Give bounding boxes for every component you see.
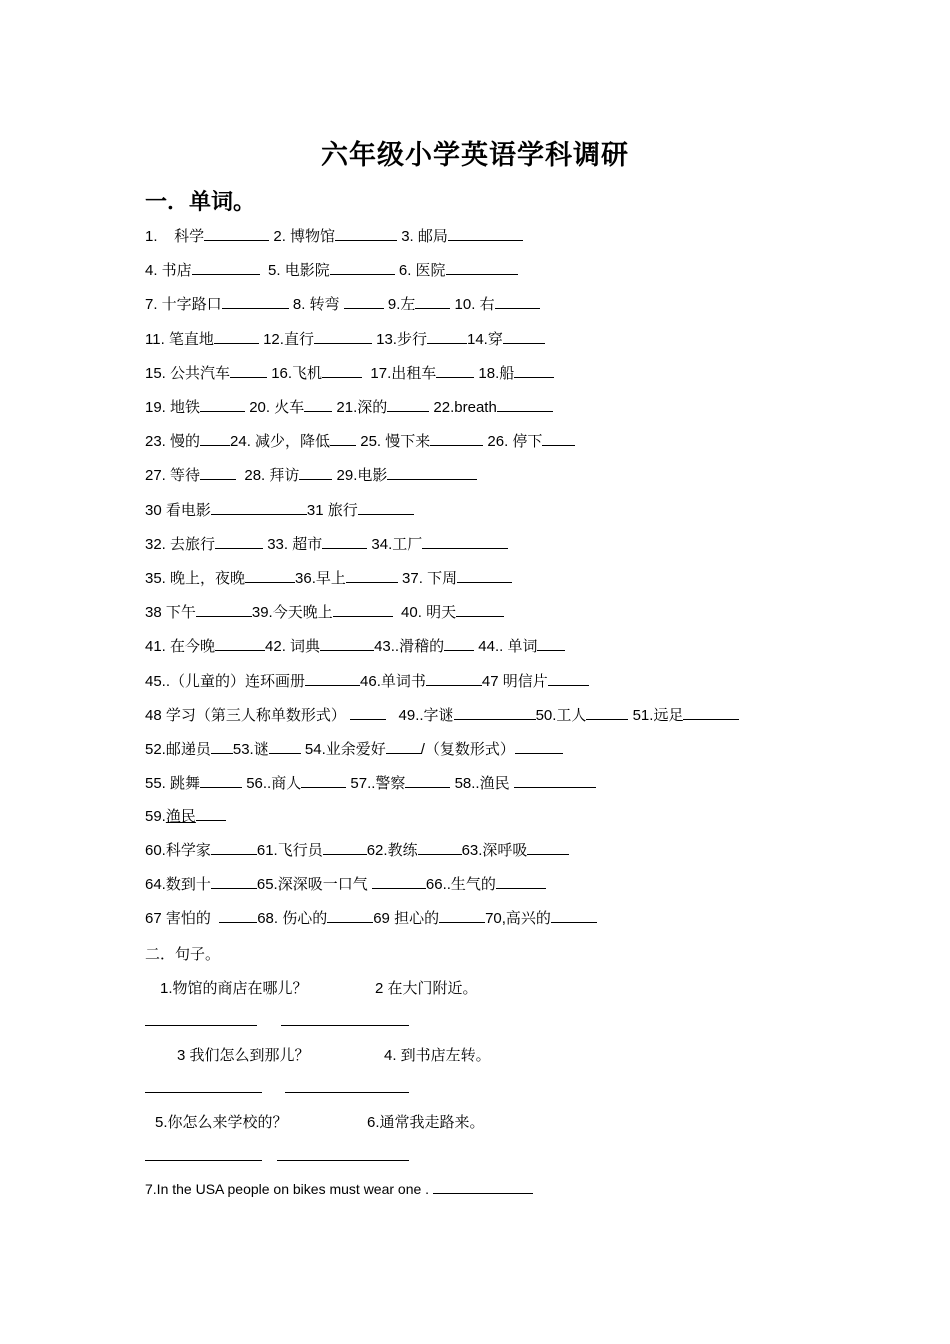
vocab-item: 63.深呼吸 [461,842,528,859]
vocab-item: 32. 去旅行 [145,536,216,553]
vocab-item: 10. 右 [450,296,495,313]
sentence-4: 4. 到书店左转。 [384,1047,491,1064]
answer-blank[interactable] [211,874,257,889]
vocab-item: 58..渔民 [450,775,514,792]
vocab-item: 50.工人 [535,707,587,724]
answer-blank[interactable] [427,329,467,344]
answer-blank[interactable] [200,773,242,788]
vocab-row [145,840,569,861]
vocab-item: 28. 拜访 [236,467,300,484]
vocab-row [145,602,504,623]
vocab-item: 37. 下周 [397,570,458,587]
vocab-item: 16.飞机 [267,365,323,382]
vocab-item: 23. 慢的 [145,433,201,450]
vocab-item: 44.. 单词 [474,638,538,655]
answer-line-1[interactable] [145,1025,257,1026]
answer-blank[interactable] [439,908,485,923]
answer-line-3[interactable] [145,1092,262,1093]
vocab-item: 45..（儿童的）连环画册 [145,673,306,690]
vocab-item: 46.单词书 [360,673,426,690]
answer-blank[interactable] [537,636,565,651]
answer-line-5[interactable] [145,1160,262,1161]
vocab-item: 55. 跳舞 [145,775,201,792]
vocab-item: 33. 超市 [263,536,323,553]
vocab-row-59 [145,806,226,827]
answer-blank[interactable] [415,294,450,309]
answer-blank[interactable] [245,568,295,583]
answer-line-2[interactable] [281,1025,409,1026]
answer-blank[interactable] [514,363,554,378]
vocab-item: 56..商人 [242,775,302,792]
vocab-item: 69 担心的 [373,910,440,927]
vocab-item: 64.数到十 [145,876,211,893]
answer-blank[interactable] [418,840,462,855]
vocab-item: 2. 博物馆 [269,228,336,245]
answer-blank[interactable] [214,329,259,344]
answer-blank[interactable] [305,671,360,686]
vocab-row [145,226,523,247]
vocab-row [145,534,508,555]
answer-blank[interactable] [433,1179,533,1194]
answer-blank[interactable] [346,568,398,583]
vocab-item: 14.穿 [466,331,503,348]
section-2-heading: 二．句子。 [145,946,221,963]
vocab-item: 53.谜 [232,741,269,758]
answer-blank[interactable] [454,705,536,720]
answer-blank[interactable] [269,739,301,754]
vocab-item: 30 看电影 [145,502,211,519]
answer-blank[interactable] [304,397,332,412]
vocab-row [145,363,554,384]
vocab-item: 65.深深吸一口气 [256,876,372,893]
vocab-row [145,671,589,692]
sentence-6: 6.通常我走路来。 [367,1114,485,1131]
answer-blank[interactable] [448,226,523,241]
answer-blank[interactable] [514,773,596,788]
vocab-word-underlined: 渔民 [165,808,196,825]
vocab-item: 39.今天晚上 [251,604,333,621]
answer-blank[interactable] [301,773,346,788]
vocab-item: 54.业余爱好 [300,741,386,758]
vocab-row [145,874,546,895]
answer-blank[interactable] [683,705,739,720]
vocab-row [145,397,553,418]
vocab-item: 43..滑稽的 [374,638,445,655]
answer-blank[interactable] [495,294,540,309]
sentence-5: 5.你怎么来学校的？ [155,1114,288,1131]
answer-blank[interactable] [527,840,569,855]
answer-blank[interactable] [320,636,374,651]
answer-line-6[interactable] [277,1160,409,1161]
vocab-item: 13.步行 [371,331,427,348]
sentence-3: 3 我们怎么到那儿？ [177,1047,310,1064]
answer-blank[interactable] [211,840,257,855]
sentence-7 [145,1179,533,1197]
answer-blank[interactable] [358,500,414,515]
vocab-item: 26. 停下 [483,433,543,450]
vocab-item: 48 学习（第三人称单数形式） [145,707,351,724]
vocab-row [145,465,477,486]
vocab-row [145,431,575,452]
answer-blank[interactable] [219,908,257,923]
answer-blank[interactable] [344,294,384,309]
answer-blank[interactable] [192,260,260,275]
answer-blank[interactable] [322,534,367,549]
vocab-item: 1. 科学 [145,228,205,245]
answer-blank[interactable] [299,465,332,480]
vocab-item: 25. 慢下来 [356,433,431,450]
vocab-number: 59. [145,808,166,825]
vocab-row [145,329,545,350]
answer-blank[interactable] [542,431,575,446]
answer-blank[interactable] [586,705,628,720]
answer-blank[interactable] [230,363,267,378]
answer-blank[interactable] [333,602,393,617]
vocab-item: 38 下午 [145,604,196,621]
vocab-item: 11. 笔直地 [145,331,214,348]
answer-blank[interactable] [335,226,397,241]
vocab-row [145,636,565,657]
answer-blank[interactable] [372,874,426,889]
answer-blank[interactable] [430,431,483,446]
answer-blank[interactable] [200,397,245,412]
page-title: 六年级小学英语学科调研 [321,140,629,170]
answer-blank[interactable] [215,636,265,651]
answer-line-4[interactable] [285,1092,409,1093]
vocab-row [145,294,540,315]
answer-blank[interactable] [204,226,269,241]
vocab-item: 3. 邮局 [397,228,448,245]
vocab-item: 66..生气的 [425,876,496,893]
answer-blank[interactable] [350,705,386,720]
answer-blank[interactable] [330,431,356,446]
vocab-item: 9.左 [383,296,416,313]
vocab-item: 60.科学家 [145,842,211,859]
answer-blank[interactable] [446,260,518,275]
answer-blank[interactable] [211,500,307,515]
vocab-item: 18.船 [474,365,515,382]
sentence-2: 2 在大门附近。 [375,980,478,997]
answer-blank[interactable] [426,671,482,686]
vocab-item: 57..警察 [346,775,406,792]
vocab-item: 15. 公共汽车 [145,365,231,382]
answer-blank[interactable] [387,397,429,412]
answer-blank[interactable] [200,431,230,446]
vocab-item: 42. 词典 [265,638,321,655]
vocab-item: 34.工厂 [367,536,423,553]
vocab-row [145,500,414,521]
vocab-item: 70,高兴的 [485,910,551,927]
vocab-item: 47 明信片 [481,673,548,690]
answer-blank[interactable] [322,363,362,378]
answer-blank[interactable] [515,739,563,754]
answer-blank[interactable] [196,806,226,821]
vocab-item: 41. 在今晚 [145,638,216,655]
sentence-1: 1.物馆的商店在哪儿？ [160,980,308,997]
answer-blank[interactable] [551,908,597,923]
answer-blank[interactable] [503,329,545,344]
answer-blank[interactable] [222,294,289,309]
vocab-item: 12.直行 [258,331,314,348]
vocab-item: 40. 明天 [392,604,457,621]
vocab-item: 7. 十字路口 [145,296,222,313]
vocab-item: 6. 医院 [394,262,446,279]
vocab-row [145,705,739,726]
vocab-item: 61.飞行员 [256,842,323,859]
answer-blank[interactable] [497,397,553,412]
vocab-item: 29.电影 [332,467,388,484]
vocab-item: 20. 火车 [245,399,305,416]
answer-blank[interactable] [496,874,546,889]
answer-blank[interactable] [314,329,372,344]
vocab-item: 67 害怕的 [145,910,220,927]
vocab-item: 52.邮递员 [145,741,211,758]
vocab-row [145,260,518,281]
vocab-item: 24. 减少，降低 [230,433,331,450]
answer-blank[interactable] [386,739,421,754]
answer-blank[interactable] [196,602,252,617]
answer-blank[interactable] [444,636,474,651]
vocab-item: 5. 电影院 [259,262,330,279]
vocab-item: 21.深的 [332,399,388,416]
answer-blank[interactable] [327,908,373,923]
vocab-item: 19. 地铁 [145,399,201,416]
vocab-item: 51.远足 [628,707,684,724]
section-1-heading: 一．单词。 [145,189,256,214]
answer-blank[interactable] [200,465,236,480]
answer-blank[interactable] [211,739,233,754]
vocab-item: 31 旅行 [306,502,358,519]
answer-blank[interactable] [405,773,450,788]
vocab-item: 8. 转弯 [288,296,344,313]
vocab-item: 4. 书店 [145,262,192,279]
vocab-row [145,773,596,794]
vocab-item: 49..字谜 [386,707,454,724]
vocab-item: /（复数形式） [420,741,515,758]
vocab-row [145,568,512,589]
vocab-row [145,908,597,929]
sentence-7-text: 7.In the USA people on bikes must wear one . [145,1181,433,1197]
answer-blank[interactable] [548,671,589,686]
vocab-item: 68. 伤心的 [257,910,328,927]
answer-blank[interactable] [456,602,504,617]
vocab-item: 35. 晚上，夜晚 [145,570,246,587]
vocab-row [145,739,563,760]
vocab-item: 17.出租车 [362,365,437,382]
vocab-item: 36.早上 [295,570,346,587]
answer-blank[interactable] [330,260,395,275]
vocab-item: 62.教练 [366,842,418,859]
answer-blank[interactable] [422,534,508,549]
answer-blank[interactable] [323,840,367,855]
answer-blank[interactable] [436,363,474,378]
answer-blank[interactable] [387,465,477,480]
answer-blank[interactable] [215,534,263,549]
vocab-item: 22.breath [429,399,497,416]
answer-blank[interactable] [457,568,512,583]
vocab-item: 27. 等待 [145,467,201,484]
